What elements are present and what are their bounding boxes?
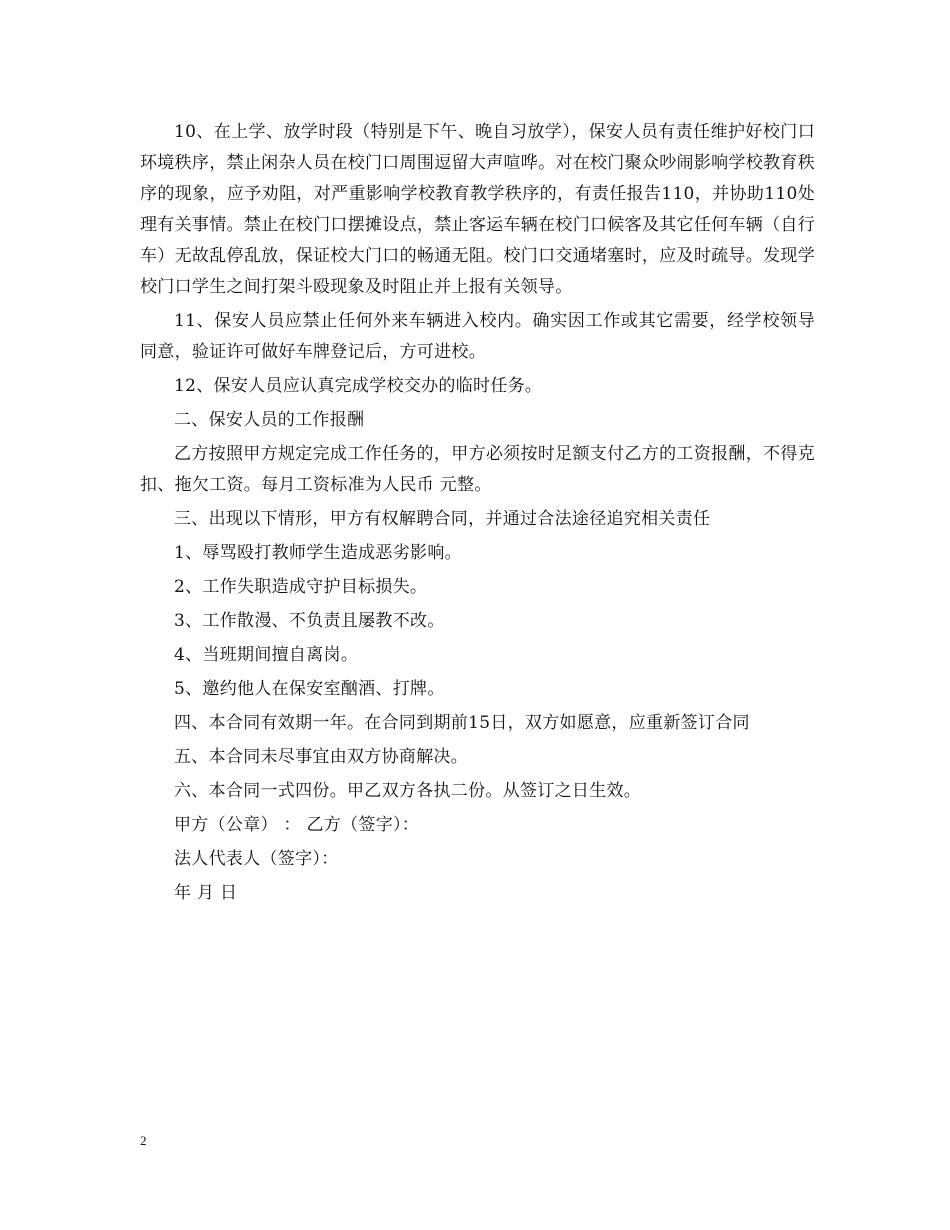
section-3-item-1: 1、辱骂殴打教师学生造成恶劣影响。 [174,543,462,563]
clause-11-paragraph: 11、保安人员应禁止任何外来车辆进入校内。确实因工作或其它需要，经学校领导同意，验证许可做好车牌登记后，方可进校。 [140,311,815,362]
section-3-item-3: 3、工作散漫、不负责且屡教不改。 [174,611,445,631]
section-6-paragraph: 六、本合同一式四份。甲乙双方各执二份。从签订之日生效。 [174,781,642,801]
section-3-item-2: 2、工作失职造成守护目标损失。 [174,577,428,597]
section-5-paragraph: 五、本合同未尽事宜由双方协商解决。 [174,747,469,767]
section-2-heading: 二、保安人员的工作报酬 [174,410,365,430]
clause-12-paragraph: 12、保安人员应认真完成学校交办的临时任务。 [174,376,543,396]
section-2-body: 乙方按照甲方规定完成工作任务的，甲方必须按时足额支付乙方的工资报酬，不得克扣、拖欠工资。每月工资标准为人民币 元整。 [140,444,815,495]
clause-10-paragraph: 10、在上学、放学时段（特别是下午、晚自习放学），保安人员有责任维护好校门口环境秩序，禁止闲杂人员在校门口周围逗留大声喧哗。对在校门聚众吵闹影响学校教育秩序的现象，应予劝阻，对严重影响学校教育教学秩序的，有责任报告110，并协助110处理有关事情。禁止在校门口摆摊设点，禁止客运车辆在校门口候客及其它任何车辆（自行车）无故乱停乱放，保证校大门口的畅通无阻。校门口交通堵塞时，应及时疏导。发现学校门口学生之间打架斗殴现象及时阻止并上报有关领导。 [140,122,815,297]
section-3-item-5: 5、邀约他人在保安室酗酒、打牌。 [174,679,445,699]
document-body [140,117,815,912]
section-4-paragraph: 四、本合同有效期一年。在合同到期前15日，双方如愿意，应重新签订合同 [174,713,750,733]
page-number: 2 [140,1133,147,1148]
section-3-item-4: 4、当班期间擅自离岗。 [174,645,359,665]
section-3-heading: 三、出现以下情形，甲方有权解聘合同，并通过合法途径追究相关责任 [174,509,711,529]
signature-date-line: 年 月 日 [174,883,238,903]
signature-legal-rep-line: 法人代表人（签字）： [174,849,339,869]
signature-parties-line: 甲方（公章） ： 乙方（签字）： [174,815,420,835]
